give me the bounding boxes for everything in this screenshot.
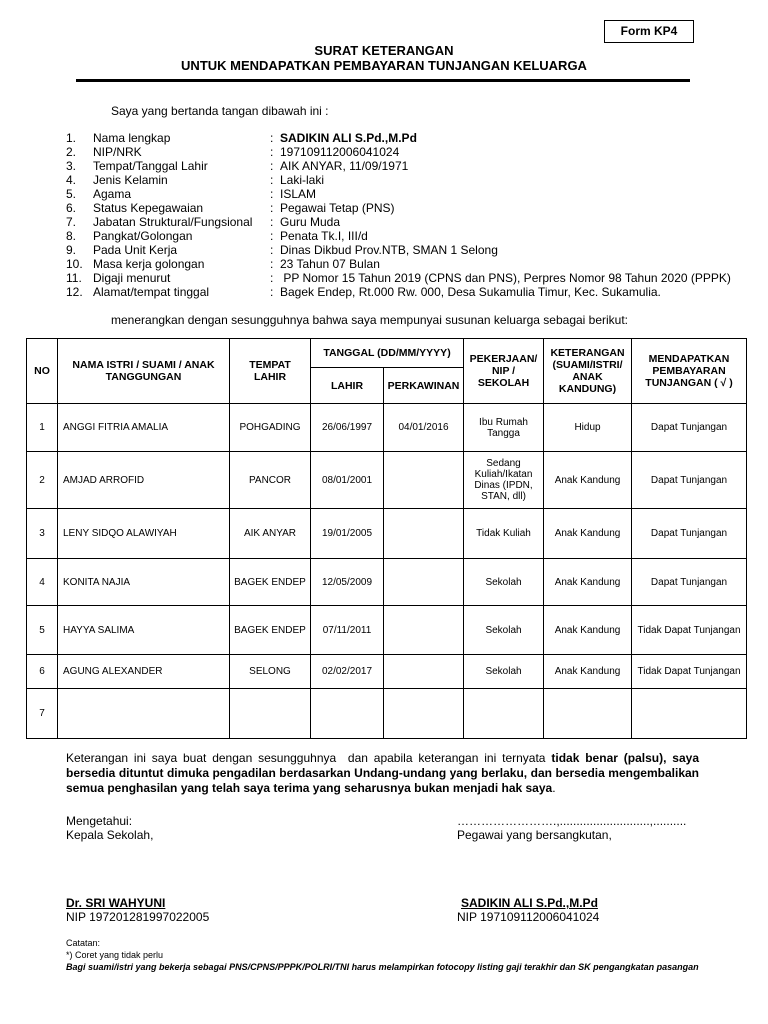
cell-lahir: 19/01/2005 [311,509,384,559]
cell-tunjangan: Dapat Tunjangan [632,452,747,509]
family-intro-text: menerangkan dengan sesungguhnya bahwa saya mempunyai susunan keluarga sebagai berikut: [111,313,629,327]
cell-nama: KONITA NAJIA [58,559,230,606]
statement-part-3: . [552,781,556,795]
cell-lahir: 07/11/2011 [311,606,384,655]
field-label: Jabatan Struktural/Fungsional [93,215,253,229]
field-number: 8. [66,229,77,243]
title-divider [76,79,690,82]
cell-tempat: BAGEK ENDEP [230,606,311,655]
cell-no: 1 [27,404,58,452]
signature-place-date-line: …………………….,...........................,.......... [457,814,687,828]
cell-perkawinan [384,509,464,559]
field-row [66,243,756,257]
field-label: Pada Unit Kerja [93,243,178,257]
field-row [66,145,756,159]
signature-left-role: Kepala Sekolah, [66,828,154,842]
table-row [27,606,747,655]
field-label: Alamat/tempat tinggal [93,285,210,299]
field-value: Pegawai Tetap (PNS) [280,201,395,215]
field-colon: : [270,257,274,271]
cell-pekerjaan [464,689,544,739]
field-number: 3. [66,159,77,173]
cell-no: 7 [27,689,58,739]
field-colon: : [270,285,274,299]
field-label: Agama [93,187,132,201]
cell-keterangan: Anak Kandung [544,559,632,606]
field-value: Dinas Dikbud Prov.NTB, SMAN 1 Selong [280,243,498,257]
field-number: 12. [66,285,83,299]
field-row [66,159,756,173]
field-colon: : [270,187,274,201]
cell-no: 4 [27,559,58,606]
field-number: 5. [66,187,77,201]
cell-no: 5 [27,606,58,655]
field-row [66,173,756,187]
field-label: Masa kerja golongan [93,257,205,271]
field-colon: : [270,145,274,159]
cell-nama: ANGGI FITRIA AMALIA [58,404,230,452]
cell-tempat [230,689,311,739]
field-colon: : [270,173,274,187]
cell-pekerjaan: Sekolah [464,655,544,689]
header-tunjangan: MENDAPATKAN PEMBAYARAN TUNJANGAN ( √ ) [632,339,747,404]
field-value: Bagek Endep, Rt.000 Rw. 000, Desa Sukamulia Timur, Kec. Sukamulia. [280,285,661,299]
cell-perkawinan [384,655,464,689]
cell-tempat: BAGEK ENDEP [230,559,311,606]
signature-right-name: SADIKIN ALI S.Pd.,M.Pd [461,896,598,910]
cell-pekerjaan: Sekolah [464,606,544,655]
cell-tempat: POHGADING [230,404,311,452]
cell-lahir: 26/06/1997 [311,404,384,452]
cell-tunjangan: Tidak Dapat Tunjangan [632,606,747,655]
field-value: SADIKIN ALI S.Pd.,M.Pd [280,131,417,145]
field-number: 10. [66,257,83,271]
notes-title: Catatan: [66,938,101,948]
header-tempat-lahir: TEMPAT LAHIR [230,339,311,404]
header-lahir: LAHIR [311,368,384,404]
cell-perkawinan [384,606,464,655]
field-label: Tempat/Tanggal Lahir [93,159,208,173]
cell-keterangan: Anak Kandung [544,655,632,689]
field-label: NIP/NRK [93,145,142,159]
statement-part-2: tidak benar (palsu), saya bersedia dituntut dimuka pengadilan berdasarkan Undang-undang yang berlaku, dan bersedia mengembalikan semua penghasilan yang telah saya terima yang seharusnya bukan menjadi hak saya [66,751,699,795]
field-colon: : [270,159,274,173]
field-number: 4. [66,173,77,187]
signature-left-name: Dr. SRI WAHYUNI [66,896,166,910]
signature-left-nip: NIP 197201281997022005 [66,910,210,924]
field-value: 23 Tahun 07 Bulan [280,257,380,271]
field-value: ISLAM [280,187,317,201]
field-number: 1. [66,131,77,145]
field-row [66,271,756,285]
field-number: 9. [66,243,77,257]
signature-left-label: Mengetahui: [66,814,133,828]
field-number: 11. [66,271,82,285]
signature-right-role: Pegawai yang bersangkutan, [457,828,612,842]
field-label: Pangkat/Golongan [93,229,193,243]
cell-tempat: AIK ANYAR [230,509,311,559]
field-value: Penata Tk.I, III/d [280,229,368,243]
field-colon: : [270,215,274,229]
identity-fields [66,131,756,299]
field-number: 7. [66,215,77,229]
field-value: AIK ANYAR, 11/09/1971 [280,159,409,173]
statement-paragraph [66,751,699,796]
notes-line-2: Bagi suami/istri yang bekerja sebagai PNS/CPNS/PPPK/POLRI/TNI harus melampirkan fotocopy listing gaji terakhir dan SK pengangkatan pasangan [66,962,699,972]
field-colon: : [270,271,274,285]
cell-no: 6 [27,655,58,689]
cell-lahir [311,689,384,739]
header-tanggal: TANGGAL (DD/MM/YYYY) [311,339,464,368]
cell-nama: LENY SIDQO ALAWIYAH [58,509,230,559]
header-nama: NAMA ISTRI / SUAMI / ANAK TANGGUNGAN [58,339,230,404]
table-row [27,404,747,452]
field-value: Guru Muda [280,215,341,229]
notes-line-1: *) Coret yang tidak perlu [66,950,164,960]
cell-keterangan [544,689,632,739]
table-row [27,559,747,606]
cell-perkawinan [384,559,464,606]
field-row [66,285,756,299]
cell-no: 3 [27,509,58,559]
field-colon: : [270,201,274,215]
cell-keterangan: Anak Kandung [544,509,632,559]
cell-keterangan: Hidup [544,404,632,452]
field-row [66,229,756,243]
cell-keterangan: Anak Kandung [544,452,632,509]
field-row [66,187,756,201]
field-number: 2. [66,145,77,159]
field-value: Laki-laki [280,173,325,187]
title-line-1: SURAT KETERANGAN [314,43,454,58]
field-row [66,257,756,271]
field-label: Nama lengkap [93,131,171,145]
field-row [66,131,756,145]
table-row [27,689,747,739]
family-table [26,338,747,739]
cell-nama: HAYYA SALIMA [58,606,230,655]
cell-pekerjaan: Tidak Kuliah [464,509,544,559]
cell-no: 2 [27,452,58,509]
field-row [66,201,756,215]
field-label: Digaji menurut [93,271,171,285]
cell-tempat: SELONG [230,655,311,689]
cell-tunjangan: Dapat Tunjangan [632,559,747,606]
table-row [27,655,747,689]
cell-tunjangan [632,689,747,739]
header-keterangan: KETERANGAN (SUAMI/ISTRI/ ANAK KANDUNG) [544,339,632,404]
field-number: 6. [66,201,77,215]
field-colon: : [270,229,274,243]
cell-nama: AMJAD ARROFID [58,452,230,509]
field-row [66,215,756,229]
header-perkawinan: PERKAWINAN [384,368,464,404]
cell-pekerjaan: Ibu Rumah Tangga [464,404,544,452]
cell-perkawinan [384,689,464,739]
field-value: PP Nomor 15 Tahun 2019 (CPNS dan PNS), Perpres Nomor 98 Tahun 2020 (PPPK) [280,271,731,285]
cell-tunjangan: Dapat Tunjangan [632,509,747,559]
cell-tempat: PANCOR [230,452,311,509]
title-line-2: UNTUK MENDAPATKAN PEMBAYARAN TUNJANGAN KELUARGA [181,58,587,73]
cell-pekerjaan: Sedang Kuliah/Ikatan Dinas (IPDN, STAN, dll) [464,452,544,509]
table-row [27,509,747,559]
field-label: Jenis Kelamin [93,173,168,187]
field-value: 197109112006041024 [280,145,400,159]
field-label: Status Kepegawaian [93,201,204,215]
cell-tunjangan: Tidak Dapat Tunjangan [632,655,747,689]
cell-pekerjaan: Sekolah [464,559,544,606]
form-code-box: Form KP4 [604,20,694,43]
header-no: NO [27,339,58,404]
table-row [27,452,747,509]
cell-lahir: 12/05/2009 [311,559,384,606]
cell-nama [58,689,230,739]
cell-nama: AGUNG ALEXANDER [58,655,230,689]
cell-perkawinan: 04/01/2016 [384,404,464,452]
cell-keterangan: Anak Kandung [544,606,632,655]
cell-perkawinan [384,452,464,509]
signature-right-nip: NIP 197109112006041024 [457,910,600,924]
intro-text: Saya yang bertanda tangan dibawah ini : [111,104,329,118]
field-colon: : [270,243,274,257]
statement-part-1: Keterangan ini saya buat dengan sesungguhnya dan apabila keterangan ini ternyata [66,751,552,765]
cell-tunjangan: Dapat Tunjangan [632,404,747,452]
field-colon: : [270,131,274,145]
cell-lahir: 08/01/2001 [311,452,384,509]
cell-lahir: 02/02/2017 [311,655,384,689]
header-pekerjaan: PEKERJAAN/ NIP / SEKOLAH [464,339,544,404]
